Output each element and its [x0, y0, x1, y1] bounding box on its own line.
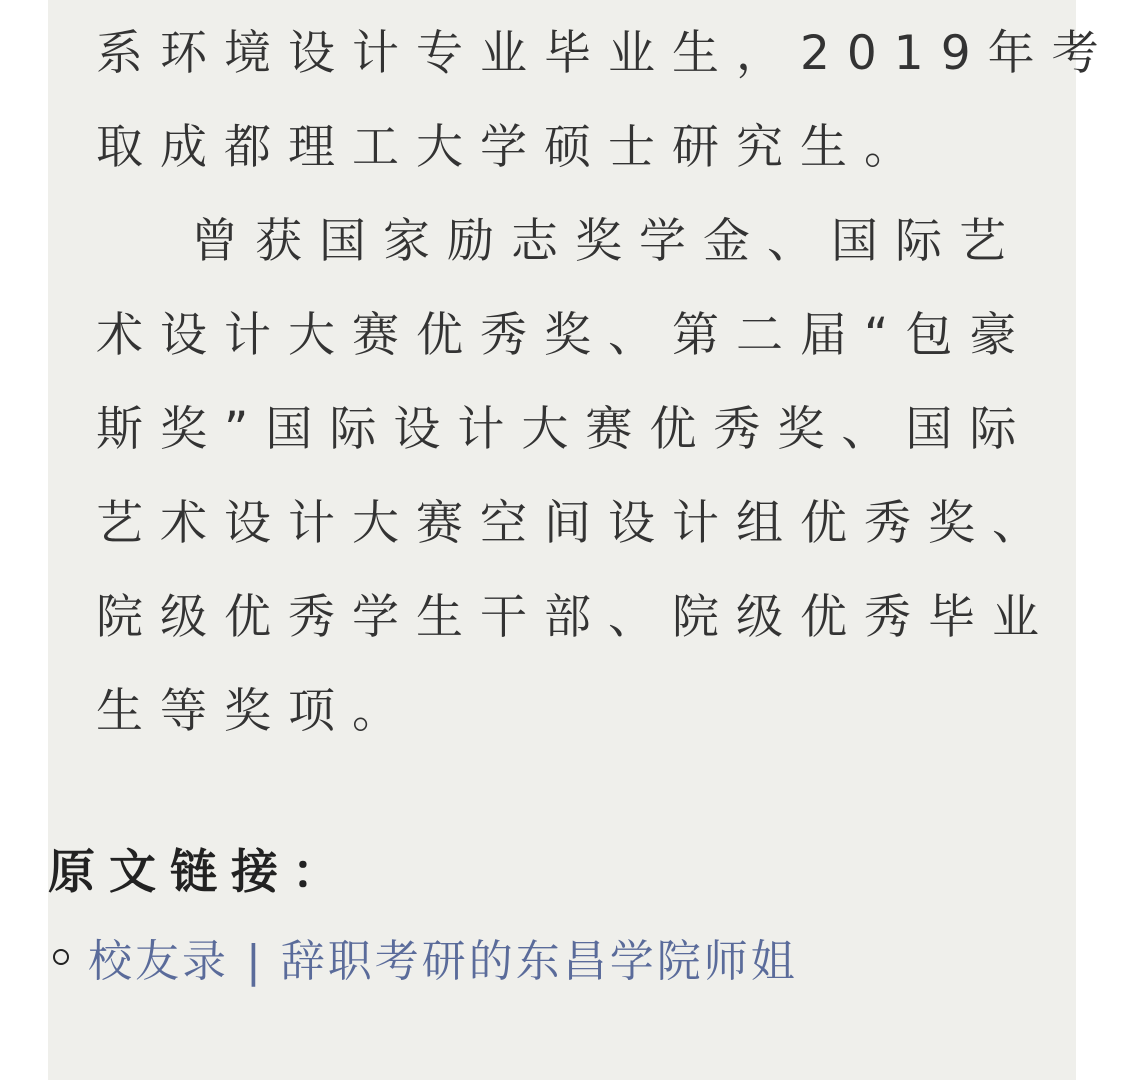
- original-link-heading: 原文链接：: [48, 845, 353, 900]
- article-page: [48, 0, 1116, 1080]
- paragraph-education: [96, 7, 1116, 195]
- bullet-circle-icon: [53, 949, 69, 965]
- paragraph-line: 曾获国家励志奖学金、国际艺: [191, 214, 1023, 269]
- list-item: [48, 924, 798, 990]
- paragraph-line: 系环境设计专业毕业生，2019年考: [96, 26, 1116, 81]
- paragraph-line: 艺术设计大赛空间设计组优秀奖、: [96, 496, 1056, 551]
- original-article-link[interactable]: 校友录 | 辞职考研的东昌学院师姐: [88, 936, 798, 987]
- paragraph-line: 取成都理工大学硕士研究生。: [96, 120, 928, 175]
- paragraph-awards: [96, 195, 1056, 759]
- paragraph-line: 术设计大赛优秀奖、第二届“包豪: [96, 308, 1034, 363]
- paragraph-line: 生等奖项。: [96, 684, 416, 739]
- paragraph-line: 斯奖”国际设计大赛优秀奖、国际: [96, 402, 1034, 457]
- paragraph-line: 院级优秀学生干部、院级优秀毕业: [96, 590, 1056, 645]
